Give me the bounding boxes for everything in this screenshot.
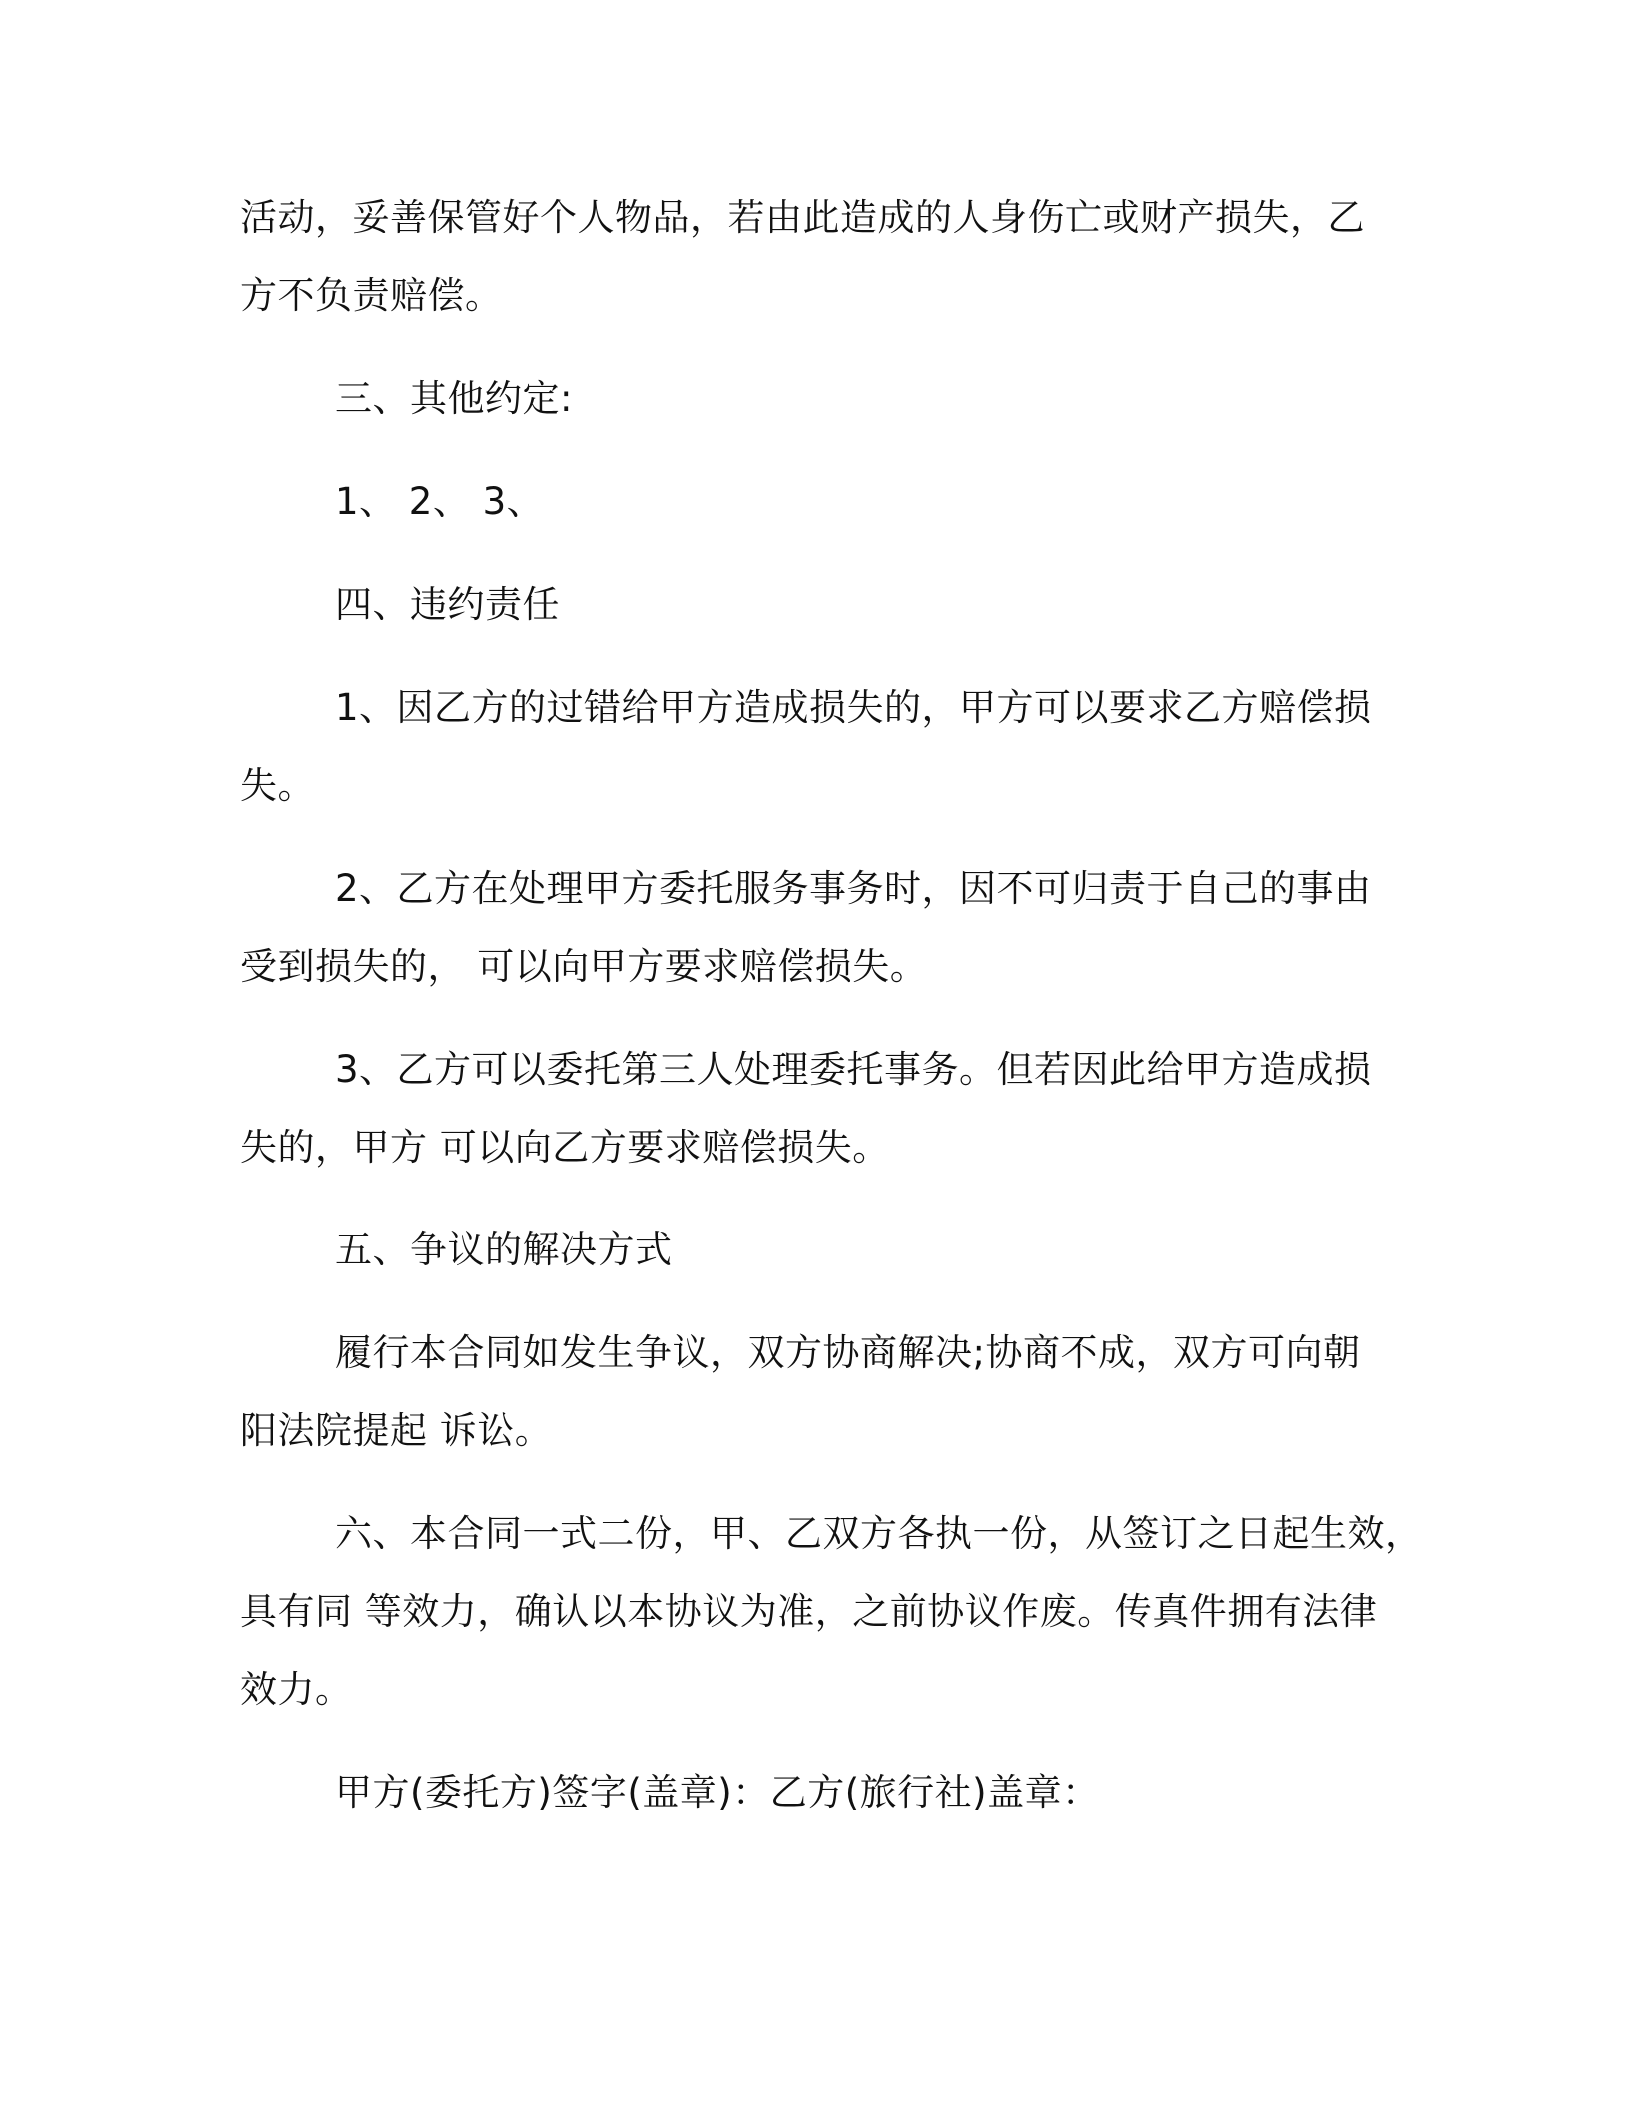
- text-line: 1、 2、 3、: [335, 480, 545, 523]
- text-line: 方不负责赔偿。: [240, 274, 503, 317]
- text-line: 受到损失的， 可以向甲方要求赔偿损失。: [240, 945, 928, 988]
- text-line: 3、乙方可以委托第三人处理委托事务。但若因此给甲方造成损: [335, 1048, 1372, 1091]
- text-line: 履行本合同如发生争议，双方协商解决;协商不成，双方可向朝: [335, 1331, 1361, 1374]
- text-line: 效力。: [240, 1668, 353, 1711]
- section-heading: 四、违约责任: [335, 583, 560, 626]
- text-line: 1、因乙方的过错给甲方造成损失的，甲方可以要求乙方赔偿损: [335, 686, 1372, 729]
- text-line: 六、本合同一式二份，甲、乙双方各执一份，从签订之日起生效，: [335, 1512, 1423, 1555]
- text-line: 活动，妥善保管好个人物品，若由此造成的人身伤亡或财产损失，乙: [240, 196, 1365, 239]
- section-heading: 三、其他约定:: [335, 377, 573, 420]
- text-line: 失的，甲方 可以向乙方要求赔偿损失。: [240, 1126, 890, 1169]
- text-line: 具有同 等效力，确认以本协议为准，之前协议作废。传真件拥有法律: [240, 1590, 1378, 1633]
- text-line: 阳法院提起 诉讼。: [240, 1409, 553, 1452]
- signature-line: 甲方(委托方)签字(盖章)：乙方(旅行社)盖章：: [335, 1771, 1100, 1814]
- text-line: 2、乙方在处理甲方委托服务事务时，因不可归责于自己的事由: [335, 867, 1372, 910]
- section-heading: 五、争议的解决方式: [335, 1228, 673, 1271]
- text-line: 失。: [240, 764, 315, 807]
